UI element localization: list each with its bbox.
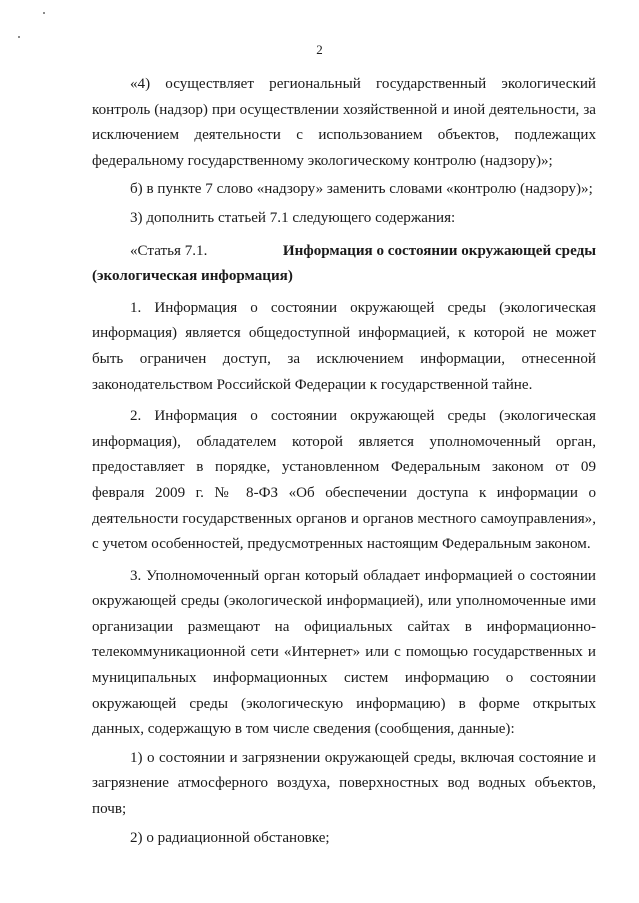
article-clause-3: 3. Уполномоченный орган который обладает информацией о состоянии окружающей среды (экологической информацией), или уполномоченные ими организации размещают на официальных сайтах в информационно-телекоммуникационной сети «Интернет» или с помощью государственных и муниципальных информационных систем информацию о состоянии окружающей среды (экологическую информацию) в форме открытых данных, содержащую в том числе сведения (сообщения, данные): [92,567,596,738]
article-title-continued: (экологическая информация) [92,268,293,285]
scan-speck [18,36,20,38]
paragraph-amendment-4: «4) осуществляет региональный государственный экологический контроль (надзор) при осуществлении хозяйственной и иной деятельности, за исключением деятельности с использованием объектов, подлежащих федеральному государственному экологическому контролю (надзору)»; [92,76,596,169]
article-clause-1: 1. Информация о состоянии окружающей среды (экологическая информация) является общедоступной информацией, к которой не может быть ограничен доступ, за исключением информации, отнесенной законодательством Российской Федерации к государственной тайне. [92,299,596,393]
paragraph-amendment-3: 3) дополнить статьей 7.1 следующего содержания: [130,209,456,226]
article-heading [92,239,596,265]
article-number: «Статья 7.1. [130,242,208,259]
document-body [92,72,596,851]
page-number: 2 [316,42,323,57]
list-item-2: 2) о радиационной обстановке; [130,829,330,846]
article-clause-2: 2. Информация о состоянии окружающей среды (экологическая информация), обладателем которой является уполномоченный орган, предоставляет в порядке, установленном Федеральным законом от 09 февраля 2009 г. № 8-ФЗ «Об обеспечении доступа к информации о деятельности государственных органов и органов местного самоуправления», с учетом особенностей, предусмотренных настоящим Федеральным законом. [92,408,596,553]
paragraph-amendment-b: б) в пункте 7 слово «надзору» заменить словами «контролю (надзору)»; [130,181,593,198]
list-item-1: 1) о состоянии и загрязнении окружающей среды, включая состояние и загрязнение атмосферного воздуха, поверхностных вод водных объектов, почв; [92,749,596,818]
article-title: Информация о состоянии окружающей среды [282,242,596,259]
scan-speck [43,12,45,14]
